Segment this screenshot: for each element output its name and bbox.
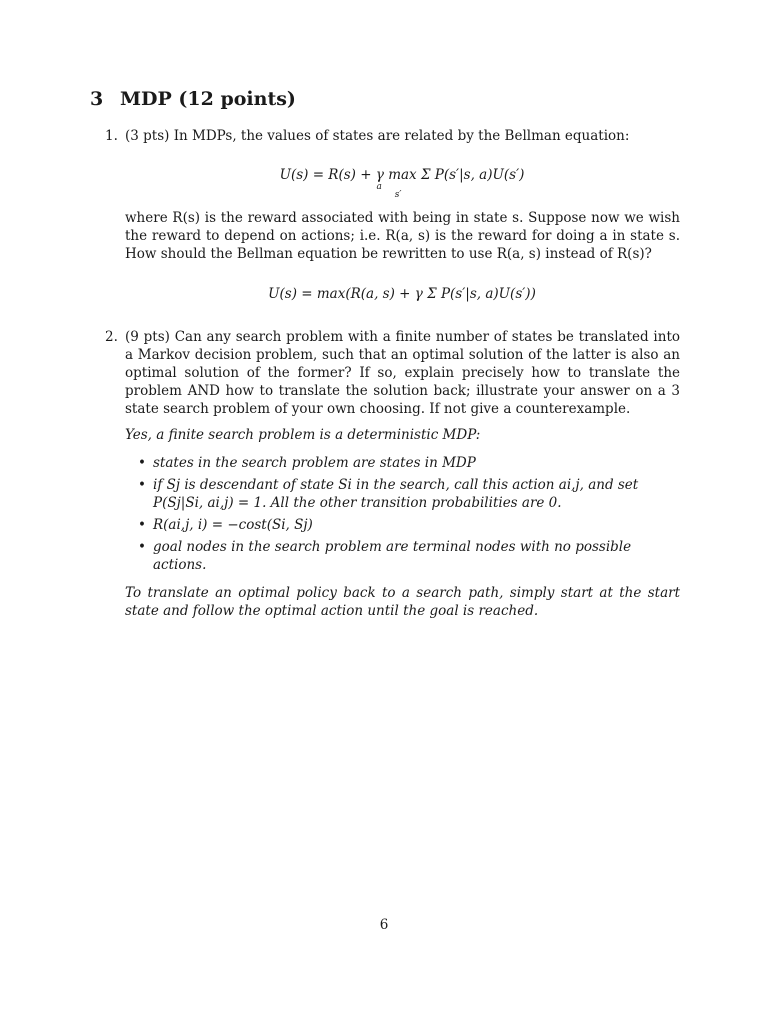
section-title: MDP (12 points) — [120, 88, 296, 110]
bullet-icon: • — [138, 517, 146, 533]
answer-2-intro: Yes, a finite search problem is a deterministic MDP: — [125, 427, 481, 443]
bullet-icon: • — [138, 539, 146, 555]
question-1-followup-text: where R(s) is the reward associated with being in state s. Suppose now we wish the reward to depend on actions; i.e. R(a, s) is the reward for doing a in state s. How should the Bellman equation be rewritten to use R(a, s) instead of R(s)? — [125, 210, 680, 262]
bullet-text: states in the search problem are states in MDP — [153, 455, 476, 471]
bellman-equation — [124, 167, 680, 183]
list-item — [135, 454, 680, 472]
bullet-icon: • — [138, 455, 146, 471]
list-item — [135, 476, 680, 512]
bullet-text: goal nodes in the search problem are terminal nodes with no possible actions. — [153, 539, 632, 573]
eq-subscript-a: a — [376, 182, 382, 192]
bullet-text: R(ai,j, i) = −cost(Si, Sj) — [153, 517, 313, 533]
question-1 — [105, 127, 680, 145]
question-2-number: 2. — [105, 329, 118, 345]
question-2-text: (9 pts) Can any search problem with a finite number of states be translated into a Markov decision problem, such that an optimal solution of the latter is also an optimal solution of the former? If so, explain precisely how to translate the problem AND how to translate the solution back; illustrate your answer on a 3 state search problem of your own choosing. If not give a counterexample. — [125, 329, 680, 417]
answer-2-bullet-list — [135, 454, 680, 574]
bullet-icon: • — [138, 477, 146, 493]
bellman-equation-text: U(s) = R(s) + γ max Σ P(s′|s, a)U(s′) — [279, 167, 525, 183]
bellman-equation-subscripts — [124, 182, 680, 200]
question-1-followup — [105, 209, 680, 263]
question-2 — [105, 328, 680, 620]
page-number: 6 — [379, 917, 389, 933]
section-number: 3 — [90, 88, 104, 110]
question-1-number: 1. — [105, 128, 118, 144]
list-item — [135, 538, 680, 574]
section-heading — [90, 88, 296, 110]
answer-1-equation — [124, 286, 680, 302]
bullet-text: if Sj is descendant of state Si in the search, call this action ai,j, and set P(Sj|Si, ai,j) = 1. All the other transition probabilities are 0. — [153, 477, 639, 511]
answer-2-conclusion: To translate an optimal policy back to a search path, simply start at the start state and follow the optimal action until the goal is reached. — [125, 585, 680, 619]
eq-subscript-s: s′ — [394, 190, 402, 200]
list-item — [135, 516, 680, 534]
answer-1-equation-text: U(s) = max(R(a, s) + γ Σ P(s′|s, a)U(s′)) — [268, 286, 536, 302]
question-1-text: (3 pts) In MDPs, the values of states are related by the Bellman equation: — [125, 128, 630, 144]
